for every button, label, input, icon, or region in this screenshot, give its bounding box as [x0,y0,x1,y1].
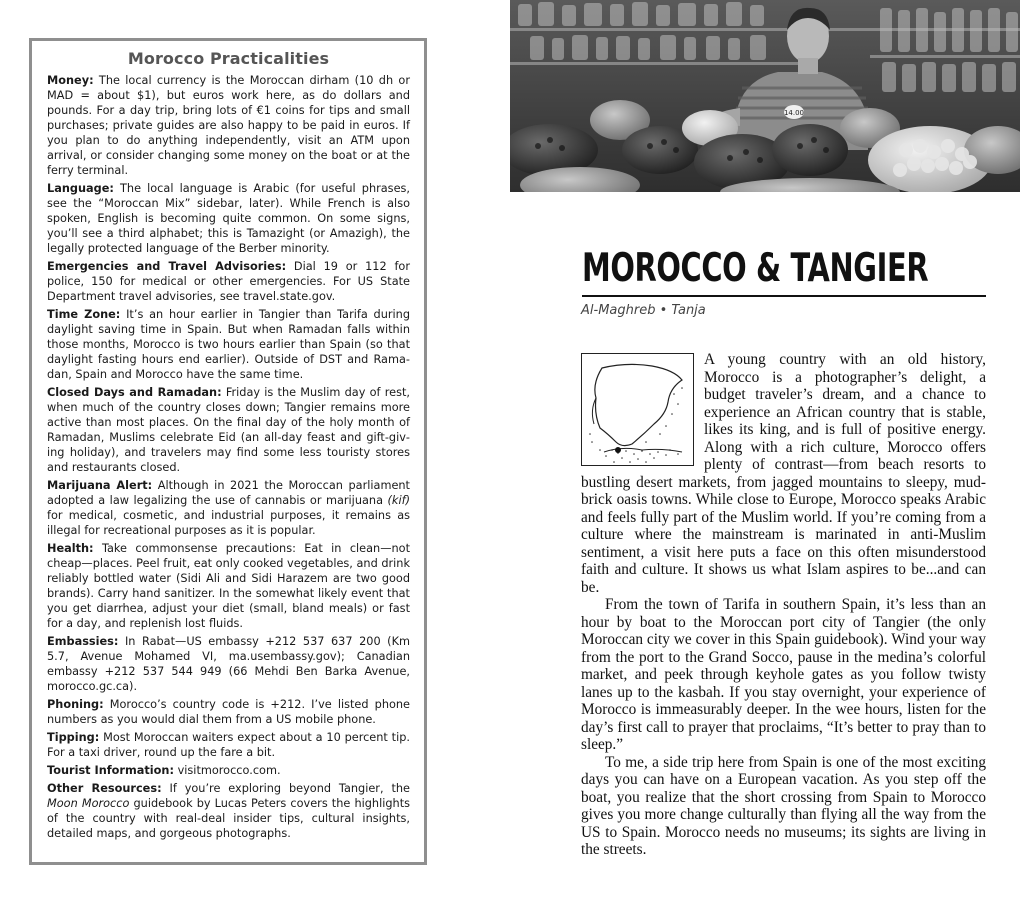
entry-heading: Embassies: [47,635,119,648]
entry-italic-text: (kif) [387,494,410,507]
sidebar-entry-tipping [47,730,410,760]
sidebar-entry-money [47,73,410,178]
intro-paragraph: A young country with an old history, Morocco is a photographer’s delight, a budget traveler’s dream, and a chance to experience an African country that is stable, likes its king, and is full of positive energy. Along with a rich culture, Morocco offers plenty of contrast—from beach resorts to bustling desert markets, from jagged mountains to sleepy, mud-brick oasis towns. While close to Europe, Morocco speaks Arabic and feels fully part of the Muslim world. If you’re coming from a culture where the mainstream is marinated in anti-Muslim sentiment, a visit here puts a face on this often misunderstood faith and culture. It shows us what Islam aspires to be...and can be. [581,351,986,596]
entry-heading: Health: [47,542,94,555]
entry-text: It’s an hour earlier in Tangier than Tarifa during daylight saving time in Spain. But when Ramadan falls within those months, Morocco is two hours earlier than Spain (so that daylight fasting hours end earlier). Outside of DST and Ramadan, Spain and Morocco have the same time. [47,308,410,381]
chapter-subtitle: Al-Maghreb • Tanja [581,303,706,318]
sidebar-entry-other-resources [47,781,410,841]
entry-text: The local language is Arabic (for useful phrases, see the “Moroccan Mix” sidebar, later). While French is also spoken, English is becoming quite common. On some signs, you’ll see a third alphabet; this is Tamazight (or Amazigh), the legally protected language of the Berber minority. [47,182,410,255]
entry-text: Most Moroccan waiters expect about a 10 percent tip. For a taxi driver, round up the fare a bit. [47,731,410,759]
entry-text: Dial 19 or 112 for police, 150 for medical or other emergencies. For US State Department travel advisories, see travel.state.gov. [47,260,410,303]
sidebar-entry-time-zone [47,307,410,382]
entry-text: The local currency is the Moroccan dirham (10 dh or MAD = about $1), but euros work here, as do dollars and pounds. For a day trip, bring lots of €1 coins for tips and small purchases; private guides are also happy to be paid in euros. If you plan to do anything independently, visit an ATM upon arrival, or consider changing some money on the boat or at the ferry terminal. [47,74,410,177]
sidebar-title: Morocco Practicalities [127,49,330,68]
entry-text: Morocco’s country code is +212. I’ve listed phone numbers as you would dial them from a US mobile phone. [47,698,410,726]
entry-heading: Phoning: [47,698,104,711]
entry-heading: Tipping: [47,731,100,744]
entry-text: for medical, cosmetic, and industrial purposes, it remains as illegal for recreational purposes as it is popular. [47,509,410,537]
chapter-intro-text [581,351,986,859]
practicalities-sidebar [29,38,427,865]
entry-text: guidebook by Lucas Peters covers the highlights of the country with real-deal insider tips, cultural insights, detailed maps, and gorgeous photographs. [47,797,411,840]
intro-paragraph: To me, a side trip here from Spain is one of the most exciting days you can have on a European vacation. As you step off the boat, you realize that the short crossing from Spain to Morocco gives you more change culturally than flying all the way from the US to Spain. Morocco needs no museums; its sights are living in the streets. [581,753,986,858]
entry-heading: Money: [47,74,94,87]
entry-text: In Rabat—US embassy +212 537 637 200 (Km 5.7, Avenue Mohamed VI, ma.usembassy.gov); Canadian embassy +212 537 544 949 (66 Mehdi Ben Barka Avenue, morocco.gc.ca). [47,635,410,693]
sidebar-entry-tourist-info [47,763,410,778]
map-wrap-spacer [581,351,694,468]
entry-heading: Marijuana Alert: [47,479,153,492]
entry-text: Although in 2021 the Moroccan parliament adopted a law legalizing the use of cannabis or marijuana [47,479,410,507]
market-photo [510,0,1020,192]
intro-paragraph: From the town of Tarifa in southern Spain, it’s less than an hour by boat to the Moroccan port city of Tangier (the only Moroccan city we cover in this Spain guidebook). Wind your way from the port to the Grand Socco, pause in the medina’s colorful market, and peek through keyhole gates as you follow twisty lanes up to the kasbah. If you stay overnight, your experience of Morocco is immeasurably deeper. In the wee hours, listen for the day’s first call to prayer that proclaims, “It’s better to pray than to sleep.” [581,596,986,753]
chapter-title: MOROCCO & TANGIER [582,246,929,291]
sidebar-entry-embassies [47,634,410,694]
entry-text: Friday is the Muslim day of rest, when much of the country closes down; Tangier remains more active than most places. On the final day of the holy month of Ramadan, Muslims celebrate Eid (an all-day feast and gift-giving holiday), and travelers may find some less touristy stores and restaurants closed. [47,386,410,474]
entry-heading: Language: [47,182,114,195]
sidebar-entry-health [47,541,410,631]
price-tag-label: 14.00 [783,109,805,117]
entry-italic-text: Moon Morocco [47,797,130,810]
entry-text: visitmorocco.com. [174,764,281,777]
sidebar-entry-emergencies [47,259,410,304]
title-rule [582,295,986,297]
sidebar-entry-phoning [47,697,410,727]
entry-heading: Time Zone: [47,308,121,321]
sidebar-entry-marijuana [47,478,410,538]
entry-heading: Tourist Information: [47,764,174,777]
entry-heading: Other Resources: [47,782,162,795]
entry-heading: Closed Days and Ramadan: [47,386,222,399]
sidebar-entry-closed-days [47,385,410,475]
sidebar-entry-language [47,181,410,256]
entry-text: Take commonsense precautions: Eat in clean—not cheap—places. Peel fruit, eat only cooked vegetables, and drink reliably bottled water (Sidi Ali and Sidi Harazem are two good brands). Carry hand sanitizer. In the somewhat likely event that you get diarrhea, adjust your diet (small, bland meals) or fast for a day, and replenish lost fluids. [47,542,410,630]
entry-text: If you’re exploring beyond Tangier, the [161,782,410,795]
entry-heading: Emergencies and Travel Advisories: [47,260,287,273]
